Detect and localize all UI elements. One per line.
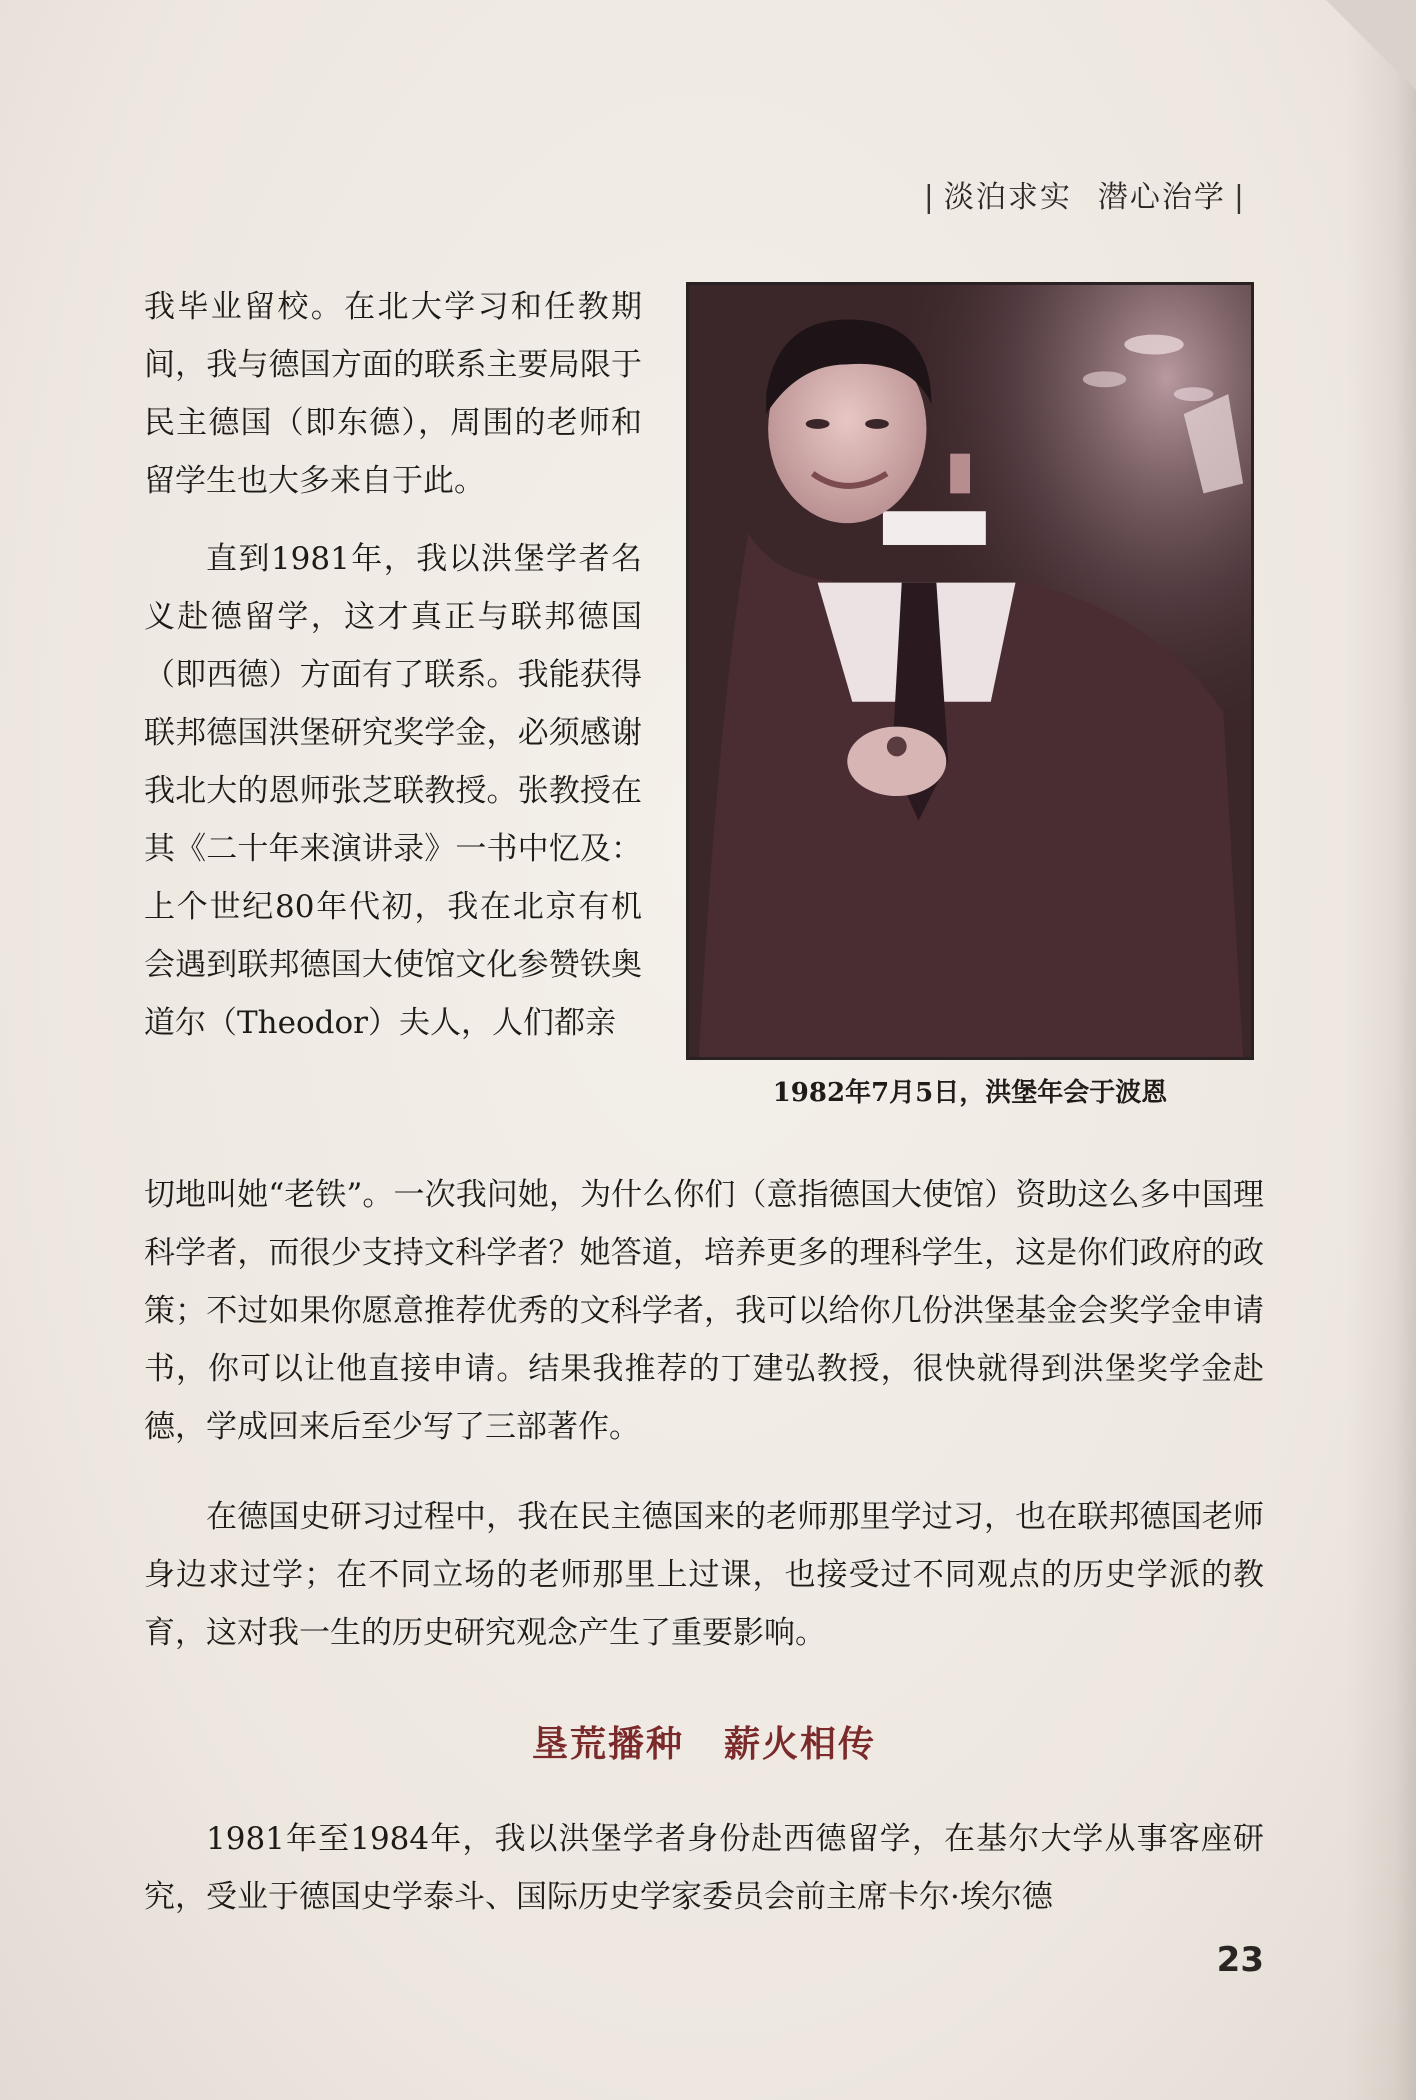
paragraph-2-upper: 直到1981年，我以洪堡学者名义赴德留学，这才真正与联邦德国（即西德）方面有了联系。我能获得联邦德国洪堡研究奖学金，必须感谢我北大的恩师张芝联教授。张教授在其《二十年来演讲录》一书中忆及：上个世纪80年代初，我在北京有机会遇到联邦德国大使馆文化参赞铁奥道尔（Theodor）夫人，人们都亲 bbox=[144, 541, 642, 1041]
section-title-left: 垦荒播种 bbox=[531, 1723, 684, 1765]
paragraph-2-lower: 切地叫她“老铁”。一次我问她，为什么你们（意指德国大使馆）资助这么多中国理科学者，而很少支持文科学者？她答道，培养更多的理科学生，这是你们政府的政策；不过如果你愿意推荐优秀的文科学者，我可以给你几份洪堡基金会奖学金申请书，你可以让他直接申请。结果我推荐的丁建弘教授，很快就得到洪堡奖学金赴德，学成回来后至少写了三部著作。 bbox=[144, 1177, 1264, 1445]
running-head: | 淡泊求实 潜心治学 | bbox=[923, 180, 1246, 215]
page-number: 23 bbox=[1216, 1940, 1264, 1980]
section-title bbox=[144, 1716, 1264, 1767]
portrait-photo bbox=[686, 282, 1254, 1060]
paragraph-4: 1981年至1984年，我以洪堡学者身份赴西德留学，在基尔大学从事客座研究，受业于德国史学泰斗、国际历史学家委员会前主席卡尔·埃尔德 bbox=[144, 1821, 1264, 1915]
paragraph-1: 我毕业留校。在北大学习和任教期间，我与德国方面的联系主要局限于民主德国（即东德），周围的老师和留学生也大多来自于此。 bbox=[144, 289, 642, 499]
page-fold-shadow bbox=[1346, 0, 1416, 2100]
running-head-right: 潜心治学 bbox=[1097, 180, 1226, 215]
photo-caption: 1982年7月5日，洪堡年会于波恩 bbox=[772, 1078, 1168, 1108]
running-head-left: 淡泊求实 bbox=[943, 180, 1072, 215]
paragraph-3: 在德国史研习过程中，我在民主德国来的老师那里学过习，也在联邦德国老师身边求过学；在不同立场的老师那里上过课，也接受过不同观点的历史学派的教育，这对我一生的历史研究观念产生了重要影响。 bbox=[144, 1499, 1264, 1651]
section-title-right: 薪火相传 bbox=[724, 1723, 877, 1765]
page-corner bbox=[1326, 0, 1416, 90]
portrait-photo-image bbox=[689, 285, 1251, 1057]
